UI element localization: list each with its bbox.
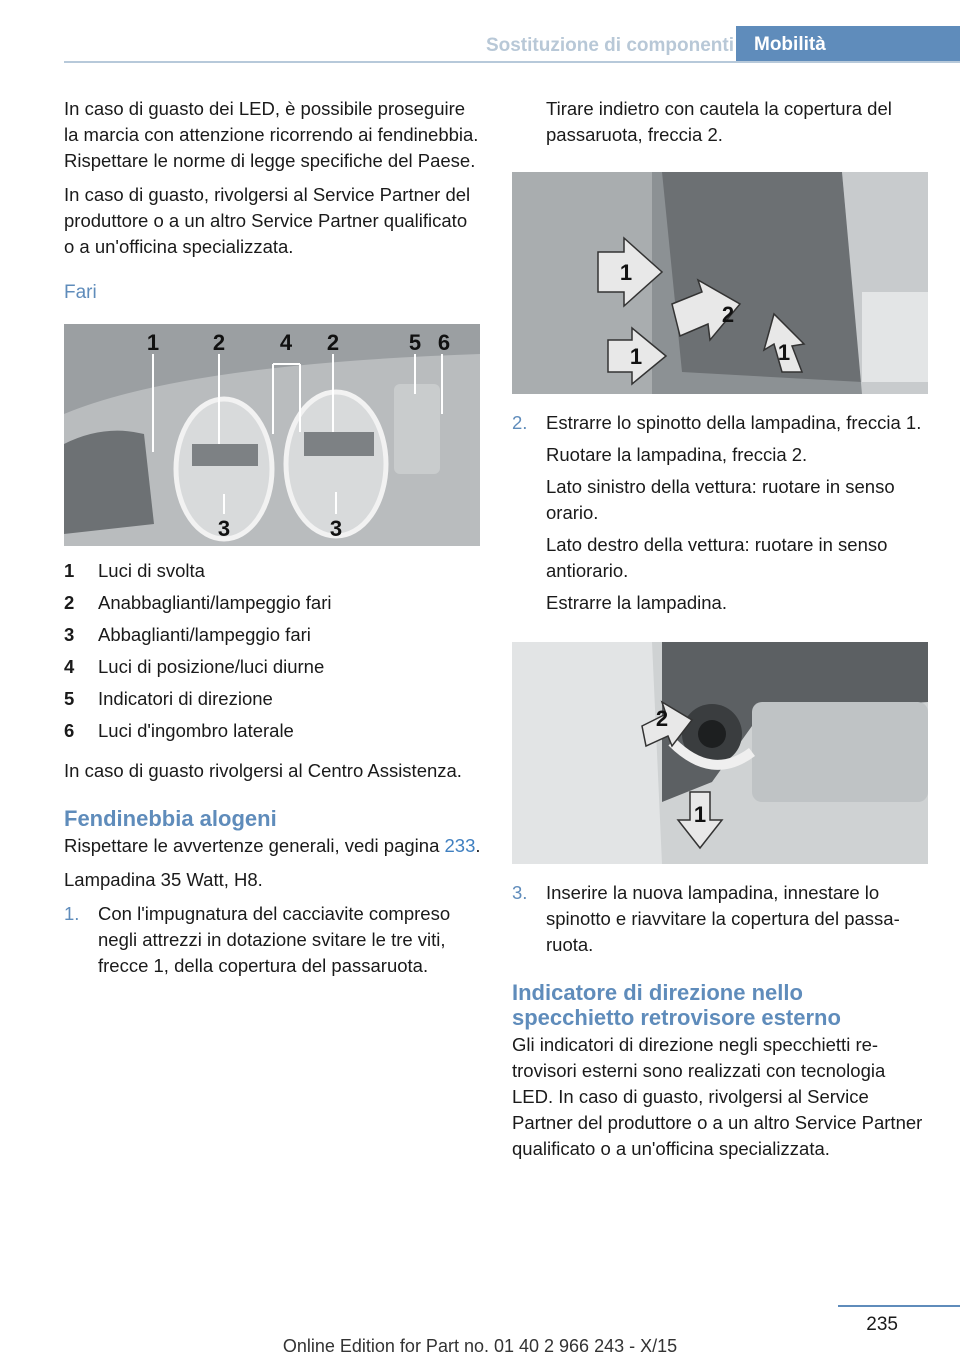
wheel-label-1b: 1 [629, 344, 643, 369]
step-2: 2. Estrarre lo spinotto della lampadina, freccia 1. Ruotare la lampadina, freccia 2. Lato sinistro della vettura: ruotare in senso orario. Lato destro della vettura: ruotare in senso antiorario. Estrarre la lampadina. [512, 410, 930, 622]
page-number: 235 [866, 1314, 898, 1335]
running-header-section: Sostituzione di componenti [485, 35, 734, 56]
step-2-line: Lato destro della vettura: ruotare in senso antiorario. [546, 534, 888, 581]
headlight-legend [64, 558, 482, 744]
edition-footer: Online Edition for Part no. 01 40 2 966 243 - X/15 [282, 1336, 678, 1356]
headlight-label-5: 5 [408, 330, 422, 355]
headlight-figure [64, 324, 480, 546]
fari-heading: Fari [64, 282, 97, 303]
legend-item: 6 Luci d'ingombro laterale [64, 720, 294, 741]
header-rule [64, 61, 960, 63]
legend-item: 2 Anabbaglianti/lampeggio fari [64, 592, 332, 613]
fog-general-notes: Rispettare le avvertenze generali, vedi pagina 233. [64, 835, 481, 856]
step-2-line: Ruotare la lampadina, freccia 2. [546, 444, 808, 465]
step-2-line: Lato sinistro della vettura: ruotare in senso orario. [546, 476, 895, 523]
footer-rule [838, 1305, 960, 1307]
headlight-label-4: 4 [279, 330, 293, 355]
step-2-line: Estrarre lo spinotto della lampadina, freccia 1. [546, 412, 922, 433]
page-link-233[interactable]: 233 [444, 835, 476, 856]
legend-item: 4 Luci di posizione/luci diurne [64, 656, 325, 677]
headlight-label-3b: 3 [329, 516, 343, 541]
fog-bulb-spec: Lampadina 35 Watt, H8. [64, 869, 263, 890]
intro-paragraph-1: In caso di guasto dei LED, è possibile proseguire la marcia con attenzione ricorrendo ai fendinebbia. Rispettare le norme di legge specifiche del Paese. [64, 98, 479, 171]
step-3: 3. Inserire la nuova lampadina, innestare lo spinotto e riavvitare la copertura del passaruota. [512, 882, 900, 955]
wheel-label-1c: 1 [777, 340, 791, 365]
after-legend-text: In caso di guasto rivolgersi al Centro Assistenza. [64, 760, 462, 781]
legend-item: 3 Abbaglianti/lampeggio fari [64, 624, 311, 645]
headlight-label-3a: 3 [217, 516, 231, 541]
step-1: 1. Con l'impugnatura del cacciavite compreso negli attrezzi in dotazione svitare le tre viti, frecce 1, della copertura del passaruota. [64, 903, 451, 976]
mirror-indicator-heading: Indicatore di direzione nello specchietto retrovisore esterno [512, 980, 841, 1030]
bulb-label-2: 2 [655, 706, 669, 731]
wheel-label-1a: 1 [619, 260, 633, 285]
legend-item: 1 Luci di svolta [64, 560, 205, 581]
wheel-label-2: 2 [721, 302, 735, 327]
headlight-label-2a: 2 [212, 330, 226, 355]
bulb-label-1: 1 [693, 802, 707, 827]
fog-lights-heading: Fendinebbia alogeni [64, 806, 277, 831]
intro-paragraph-2: In caso di guasto, rivolgersi al Service Partner del produttore o a un altro Service Partner qualificato o a un'officina specializzata. [64, 184, 471, 257]
legend-item: 5 Indicatori di direzione [64, 688, 273, 709]
fog-bulb-figure [512, 642, 928, 864]
mirror-indicator-text: Gli indicatori di direzione negli specchietti retrovisori esterni sono realizzati con tecnologia LED. In caso di guasto, rivolgersi al Service Partner del produttore o a un altro Service Partner qualificato o a un'officina specializzata. [512, 1034, 923, 1159]
wheel-housing-figure [512, 172, 928, 394]
right-column [512, 96, 930, 1170]
headlight-label-1: 1 [146, 330, 160, 355]
step-2-line: Estrarre la lampadina. [546, 592, 727, 613]
step-1-continued: Tirare indietro con cautela la copertura del passaruota, freccia 2. [546, 98, 892, 145]
running-header-chapter: Mobilità [736, 26, 960, 63]
headlight-label-6: 6 [437, 330, 451, 355]
left-column [64, 96, 482, 987]
headlight-label-2b: 2 [326, 330, 340, 355]
